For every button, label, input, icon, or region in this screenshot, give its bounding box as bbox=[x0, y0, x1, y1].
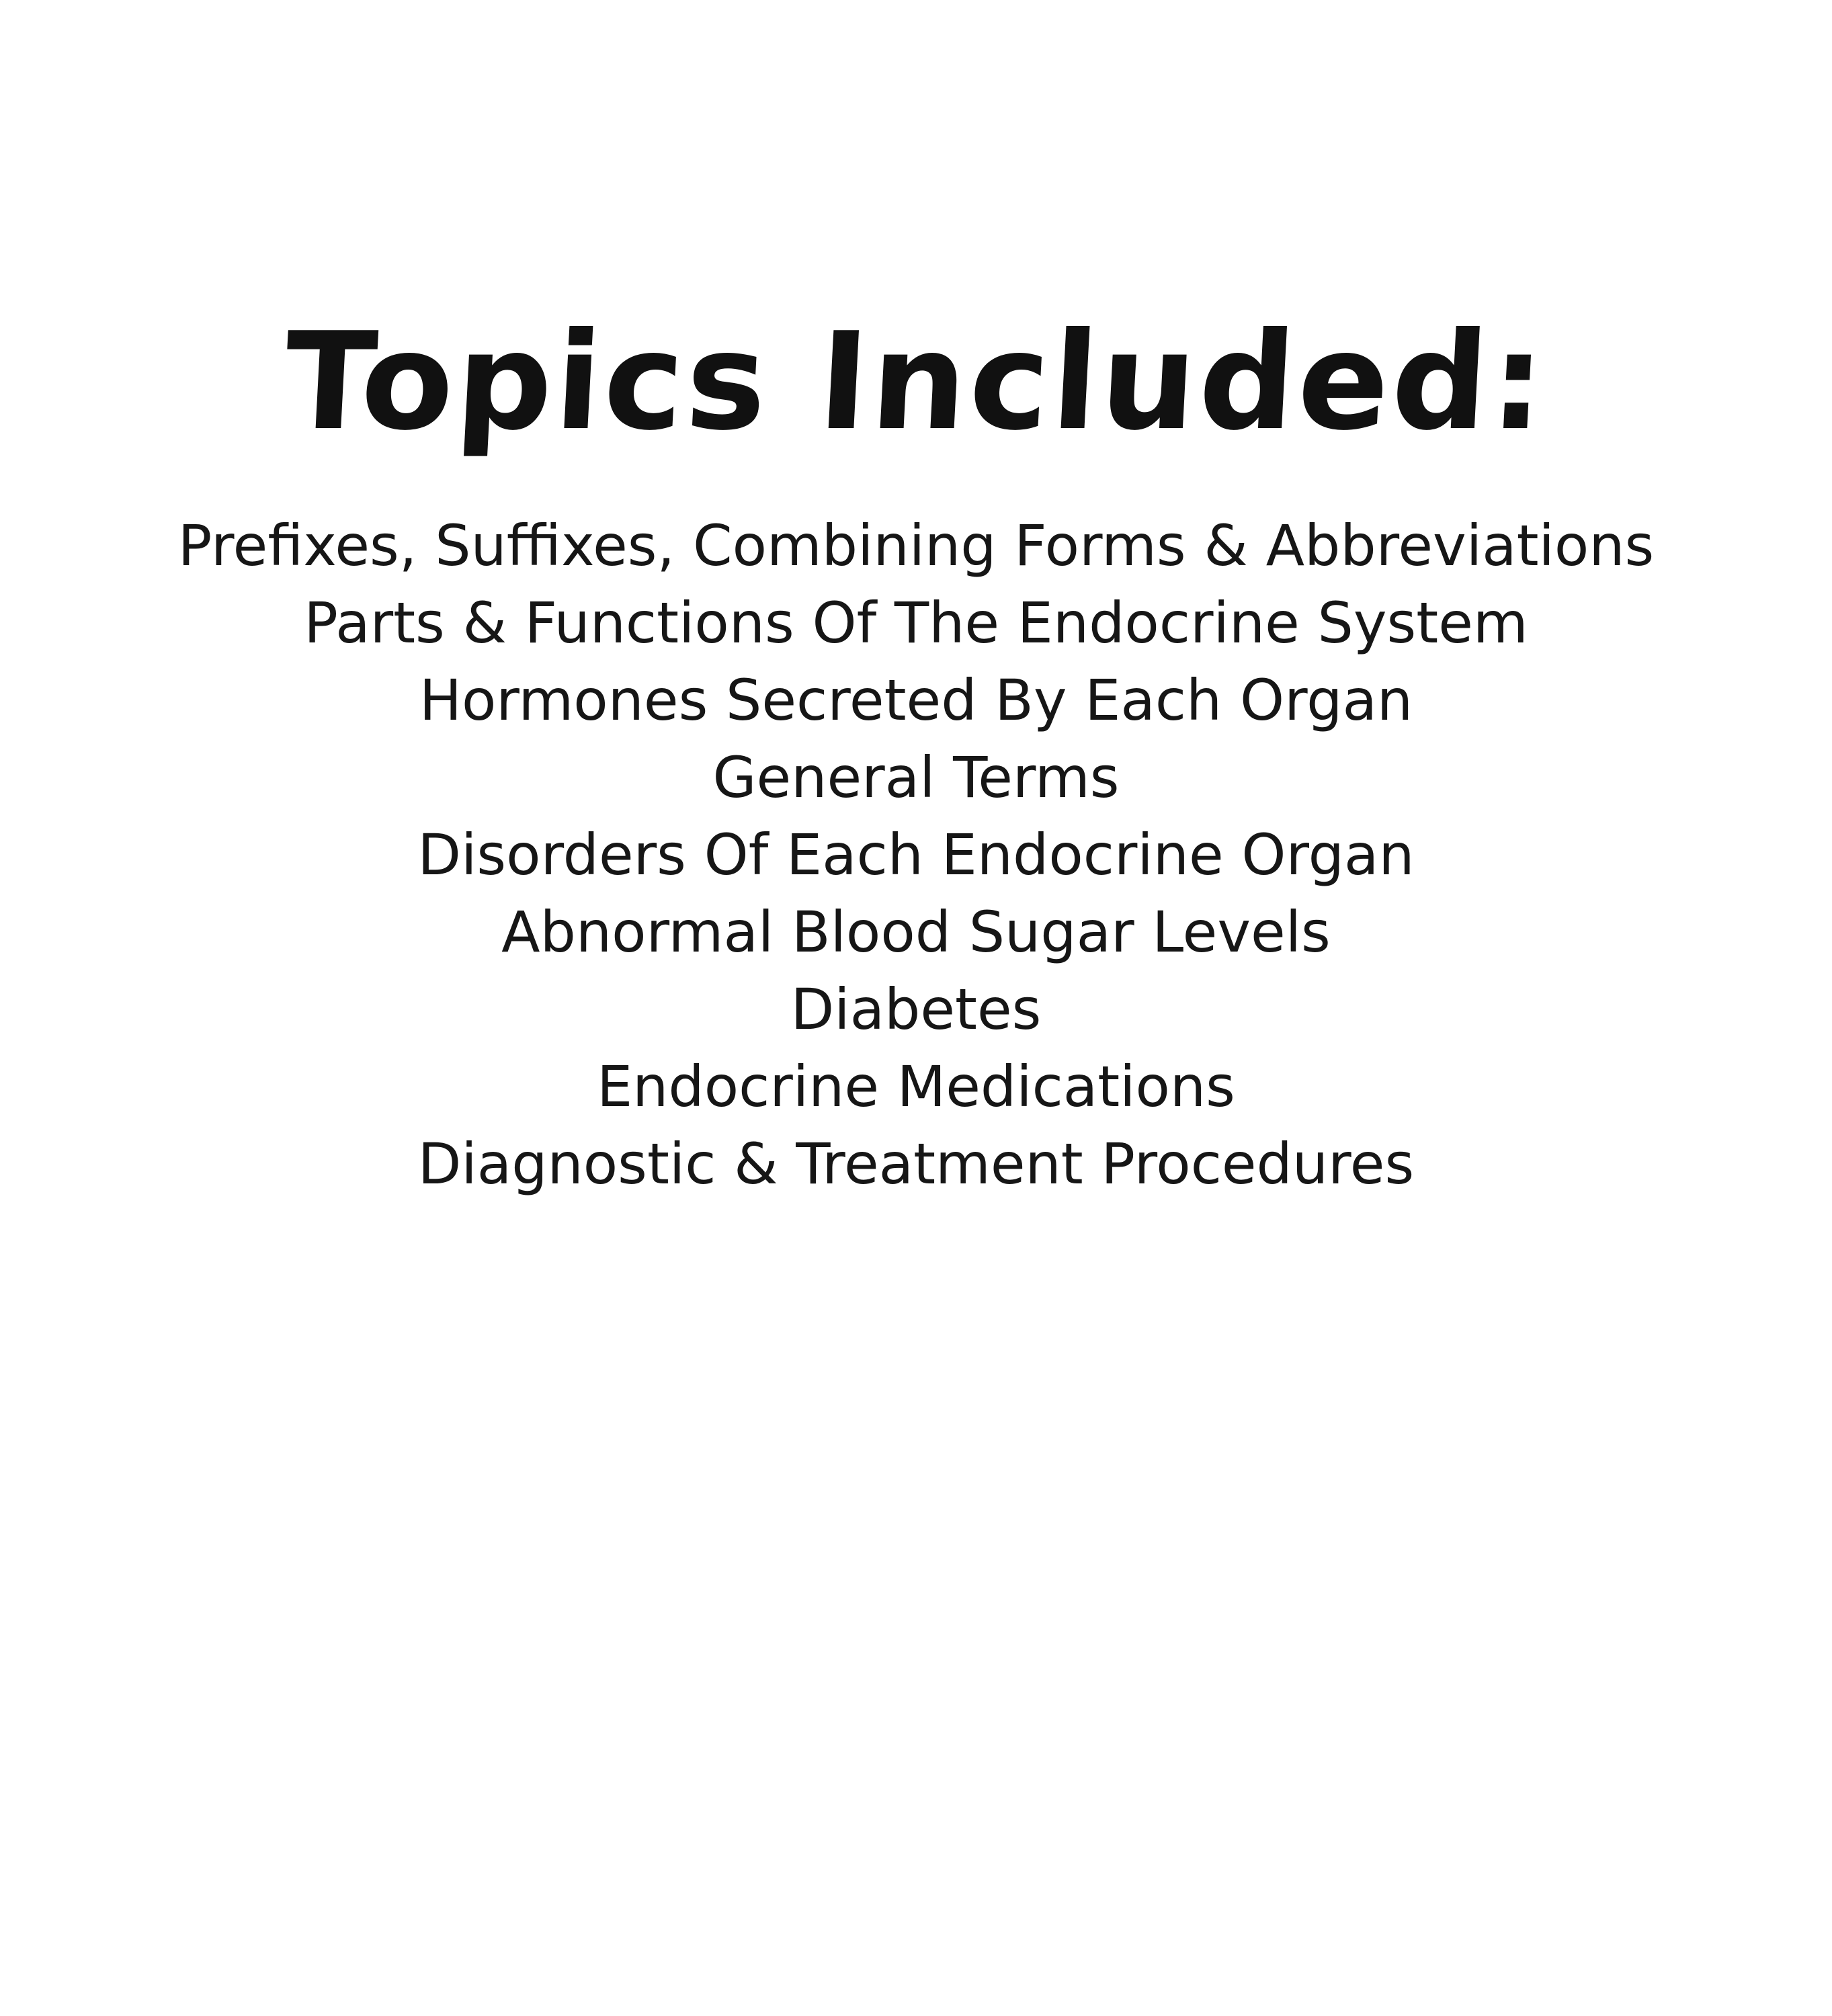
topic-item: Parts & Functions Of The Endocrine System bbox=[304, 590, 1528, 656]
topic-item: Disorders Of Each Endocrine Organ bbox=[417, 822, 1415, 888]
topic-item: Endocrine Medications bbox=[597, 1054, 1235, 1120]
topic-item: Diabetes bbox=[790, 976, 1042, 1042]
topic-item: Abnormal Blood Sugar Levels bbox=[501, 899, 1331, 965]
topic-item: Hormones Secreted By Each Organ bbox=[419, 667, 1413, 733]
topic-item: Prefixes, Suffixes, Combining Forms & Abbreviations bbox=[177, 513, 1655, 579]
topics-list bbox=[0, 507, 1832, 1203]
page-title: Topics Included: bbox=[280, 304, 1552, 460]
topic-item: Diagnostic & Treatment Procedures bbox=[417, 1131, 1415, 1197]
topic-item: General Terms bbox=[712, 745, 1120, 810]
